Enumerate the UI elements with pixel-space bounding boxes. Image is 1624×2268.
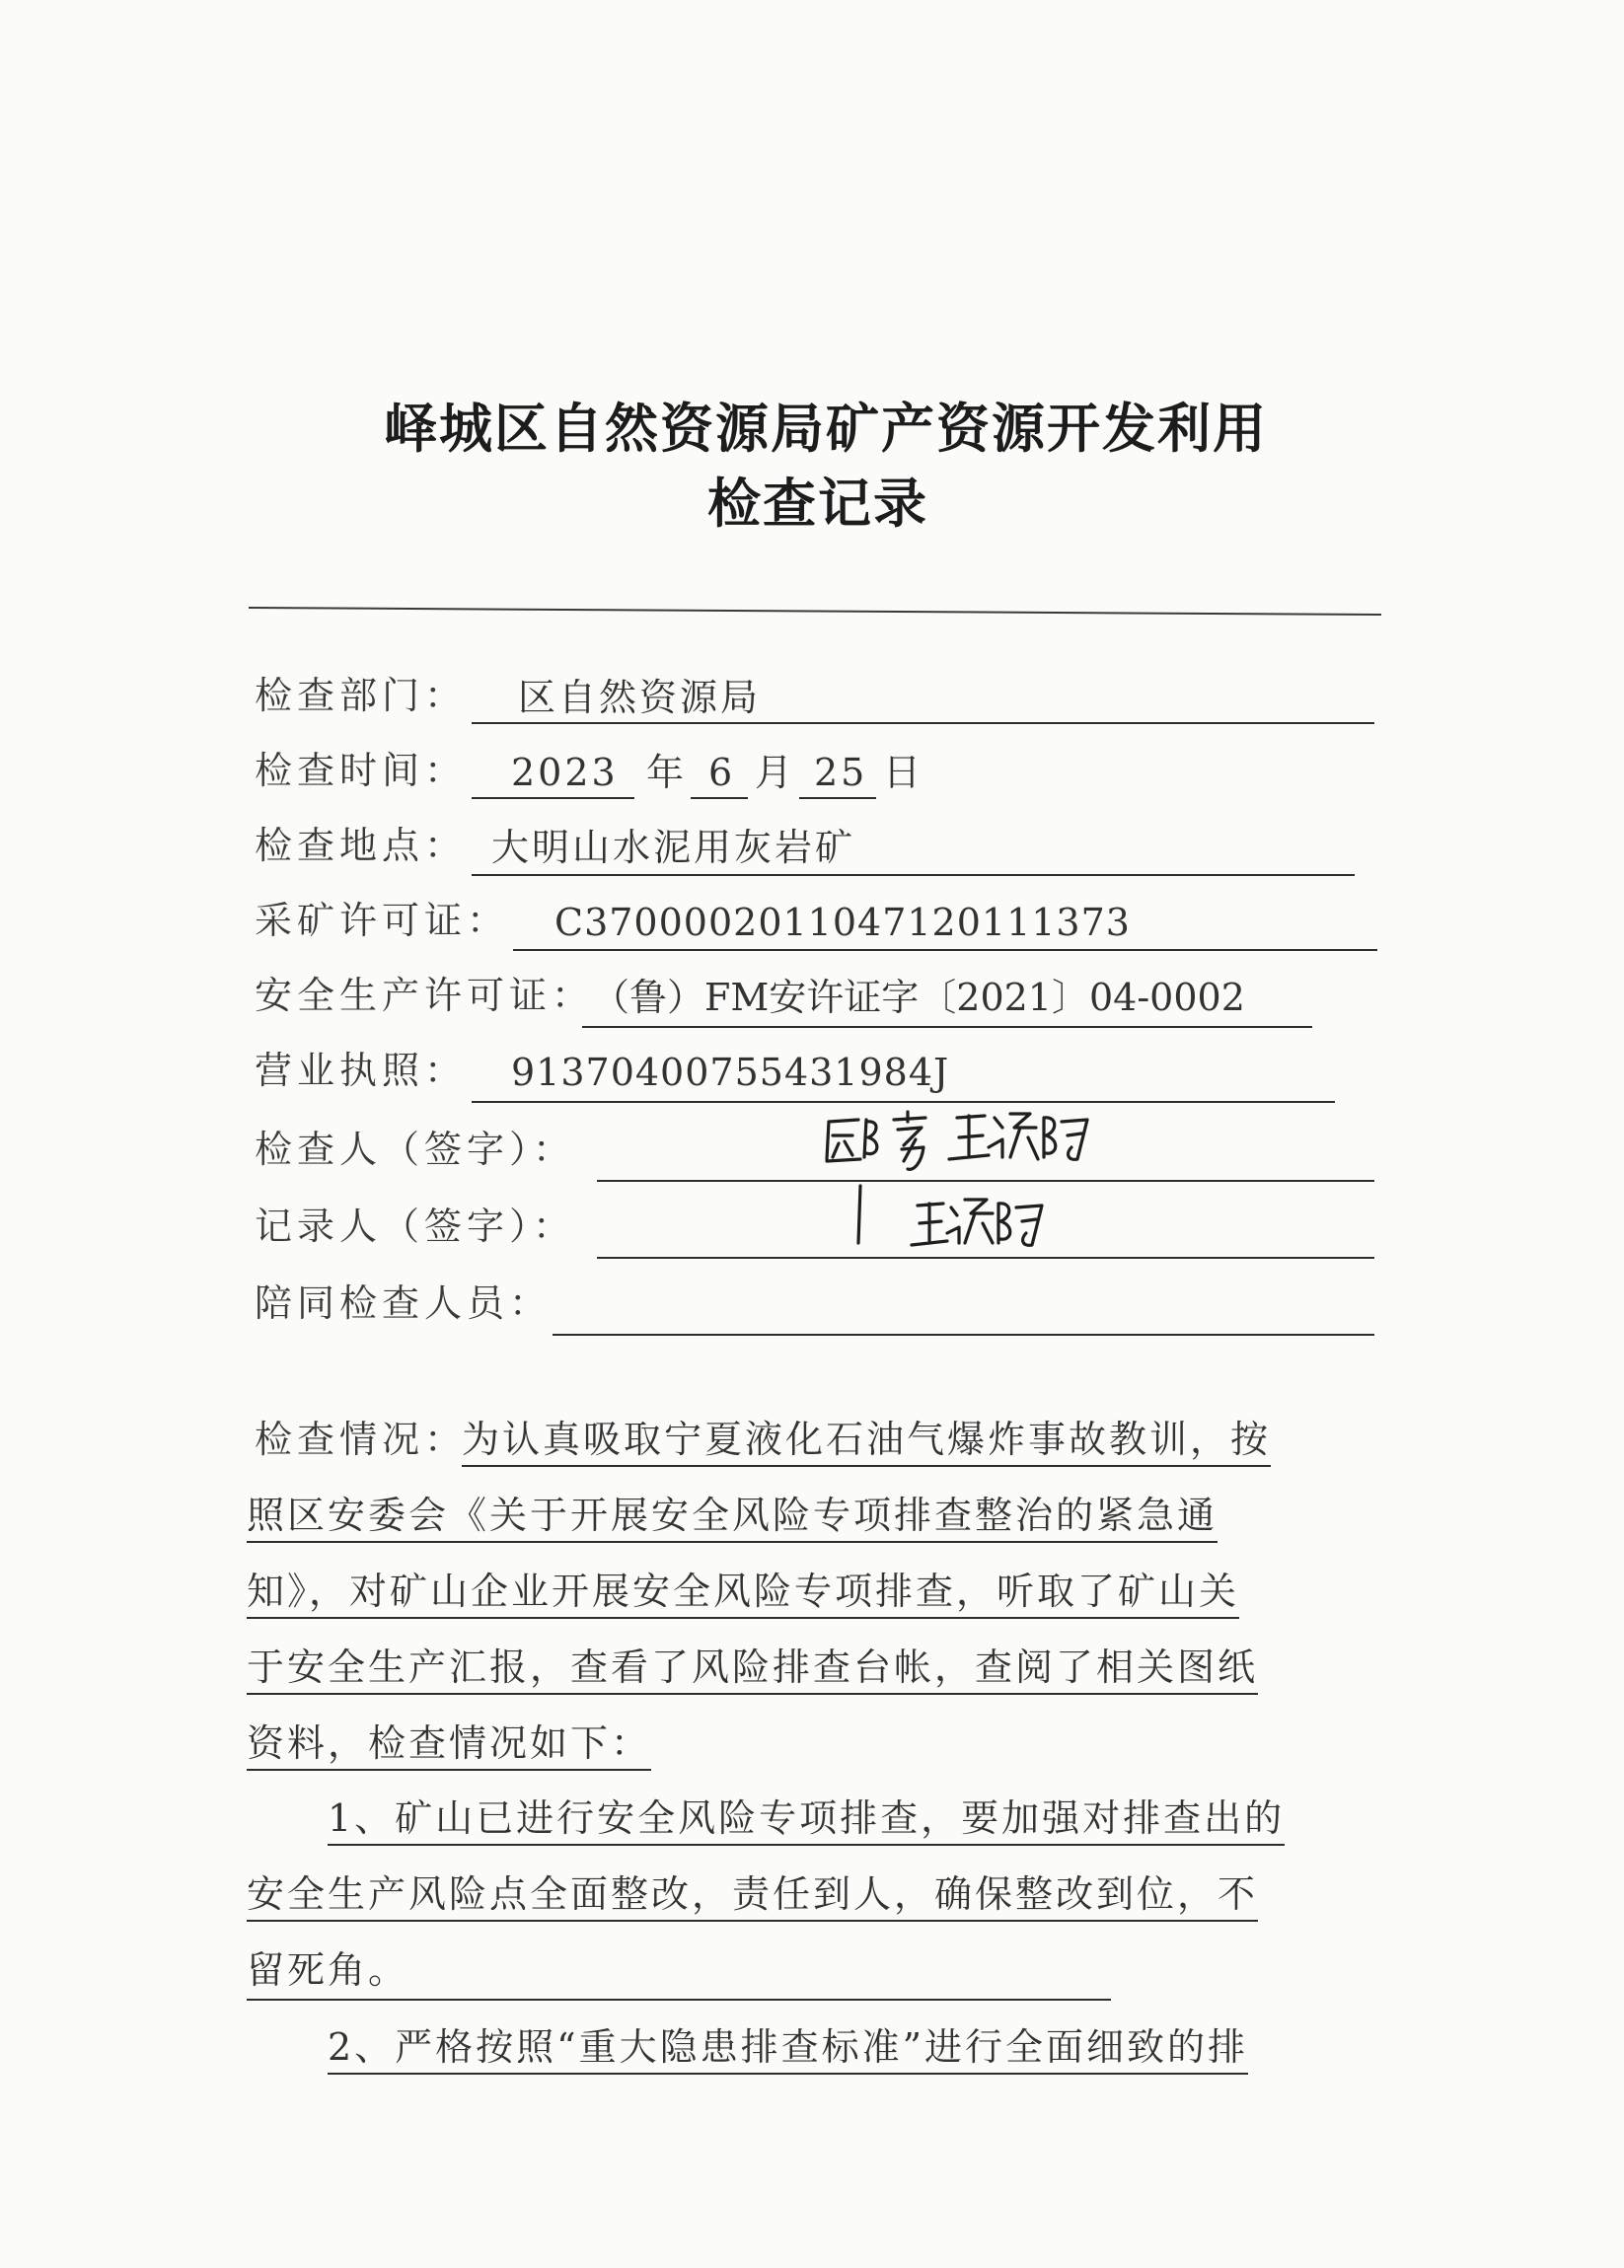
item-1-line-3-underline [247, 1999, 1111, 2001]
mining-license-value: C3700002011047120111373 [554, 901, 1131, 944]
document-title: 峄城区自然资源局矿产资源开发利用 [384, 398, 1268, 460]
location-label: 检查地点： [255, 824, 468, 867]
time-day-underline [799, 797, 876, 799]
situation-line-5: 资料，检查情况如下： [247, 1719, 651, 1768]
business-license-label: 营业执照： [255, 1049, 468, 1092]
mining-license-label: 采矿许可证： [255, 899, 510, 942]
time-month-underline [691, 797, 748, 799]
location-value: 大明山水泥用灰岩矿 [491, 826, 856, 869]
item-1-line-2: 安全生产风险点全面整改，责任到人，确保整改到位，不 [247, 1869, 1258, 1919]
department-label: 检查部门： [255, 674, 468, 717]
time-month: 6 [708, 751, 736, 794]
inspector-signature [819, 1100, 1115, 1189]
mining-license-underline [513, 949, 1377, 951]
situation-line-1: 为认真吸取宁夏液化石油气爆炸事故教训，按 [462, 1415, 1271, 1464]
item-2-line-1: 2、严格按照“重大隐患排查标准”进行全面细致的排 [328, 2022, 1248, 2072]
item-1-line-3: 留死角。 [247, 1948, 409, 1992]
time-day-unit: 日 [883, 751, 924, 794]
safety-license-underline [582, 1026, 1312, 1028]
safety-license-label: 安全生产许可证： [255, 974, 595, 1017]
accompanying-label: 陪同检查人员： [255, 1281, 553, 1325]
recorder-label: 记录人（签字）： [255, 1205, 576, 1248]
inspector-label: 检查人（签字）： [255, 1128, 576, 1171]
time-year-underline [472, 797, 634, 799]
situation-label: 检查情况： [255, 1418, 468, 1461]
situation-line-4: 于安全生产汇报，查看了风险排查台帐，查阅了相关图纸 [247, 1643, 1258, 1692]
accompanying-underline [553, 1334, 1374, 1336]
business-license-value: 91370400755431984J [511, 1051, 950, 1094]
time-label: 检查时间： [255, 749, 468, 792]
situation-line-2: 照区安委会《关于开展安全风险专项排查整治的紧急通 [247, 1491, 1218, 1540]
situation-line-3: 知》，对矿山企业开展安全风险专项排查，听取了矿山关 [247, 1567, 1239, 1616]
time-day: 25 [814, 751, 868, 794]
safety-license-value: （鲁）FM安许证字〔2021〕04-0002 [592, 976, 1245, 1019]
time-year: 2023 [511, 751, 619, 794]
department-value: 区自然资源局 [518, 676, 762, 719]
time-month-unit: 月 [755, 751, 796, 794]
recorder-signature [849, 1182, 1066, 1271]
department-underline [472, 722, 1374, 724]
item-1-line-1: 1、矿山已进行安全风险专项排查，要加强对排查出的 [328, 1793, 1285, 1843]
document-subtitle: 检查记录 [707, 473, 928, 535]
title-divider [249, 607, 1381, 616]
location-underline [472, 874, 1355, 876]
time-year-unit: 年 [646, 751, 688, 794]
